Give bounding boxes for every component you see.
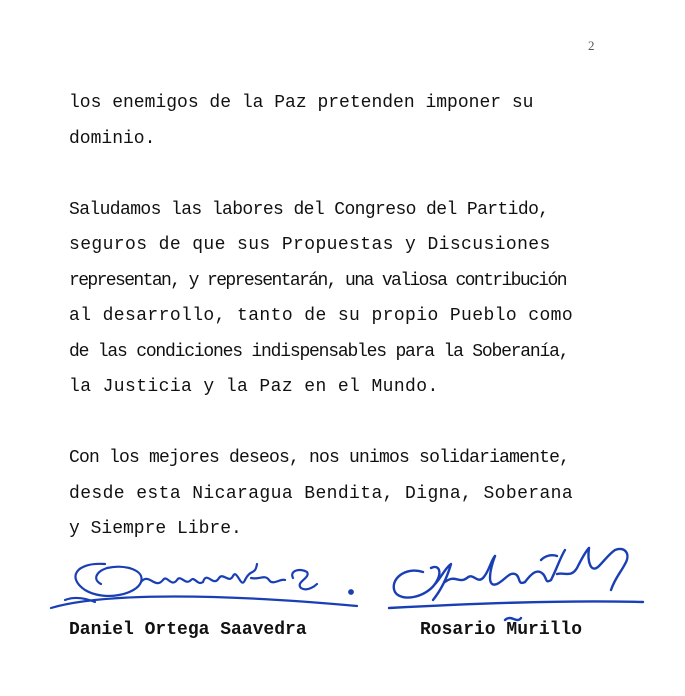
text-line: Con los mejores deseos, nos unimos solidariamente,	[69, 448, 570, 468]
signature-ortega	[45, 550, 365, 620]
text-line: dominio.	[69, 128, 156, 149]
text-line: la Justicia y la Paz en el Mundo.	[69, 377, 439, 397]
text-line: los enemigos de la Paz pretenden imponer su	[69, 93, 534, 113]
paragraph-1	[69, 86, 609, 157]
page-number: 2	[588, 38, 595, 53]
text-line: seguros de que sus Propuestas y Discusiones	[69, 235, 551, 255]
paragraph-3	[69, 441, 609, 548]
text-line: representan, y representarán, una valiosa contribución	[69, 270, 566, 291]
text-line: al desarrollo, tanto de su propio Pueblo como	[69, 306, 574, 326]
signatory-name-murillo: Rosario Murillo	[420, 620, 583, 640]
text-line: y Siempre Libre.	[69, 519, 242, 539]
letter-body	[69, 86, 609, 548]
text-line: Saludamos las labores del Congreso del Partido,	[69, 199, 549, 220]
text-line: de las condiciones indispensables para la Soberanía,	[69, 341, 569, 362]
text-line: desde esta Nicaragua Bendita, Digna, Soberana	[69, 483, 574, 504]
signatory-name-ortega: Daniel Ortega Saavedra	[69, 620, 307, 640]
paragraph-2	[69, 193, 609, 406]
